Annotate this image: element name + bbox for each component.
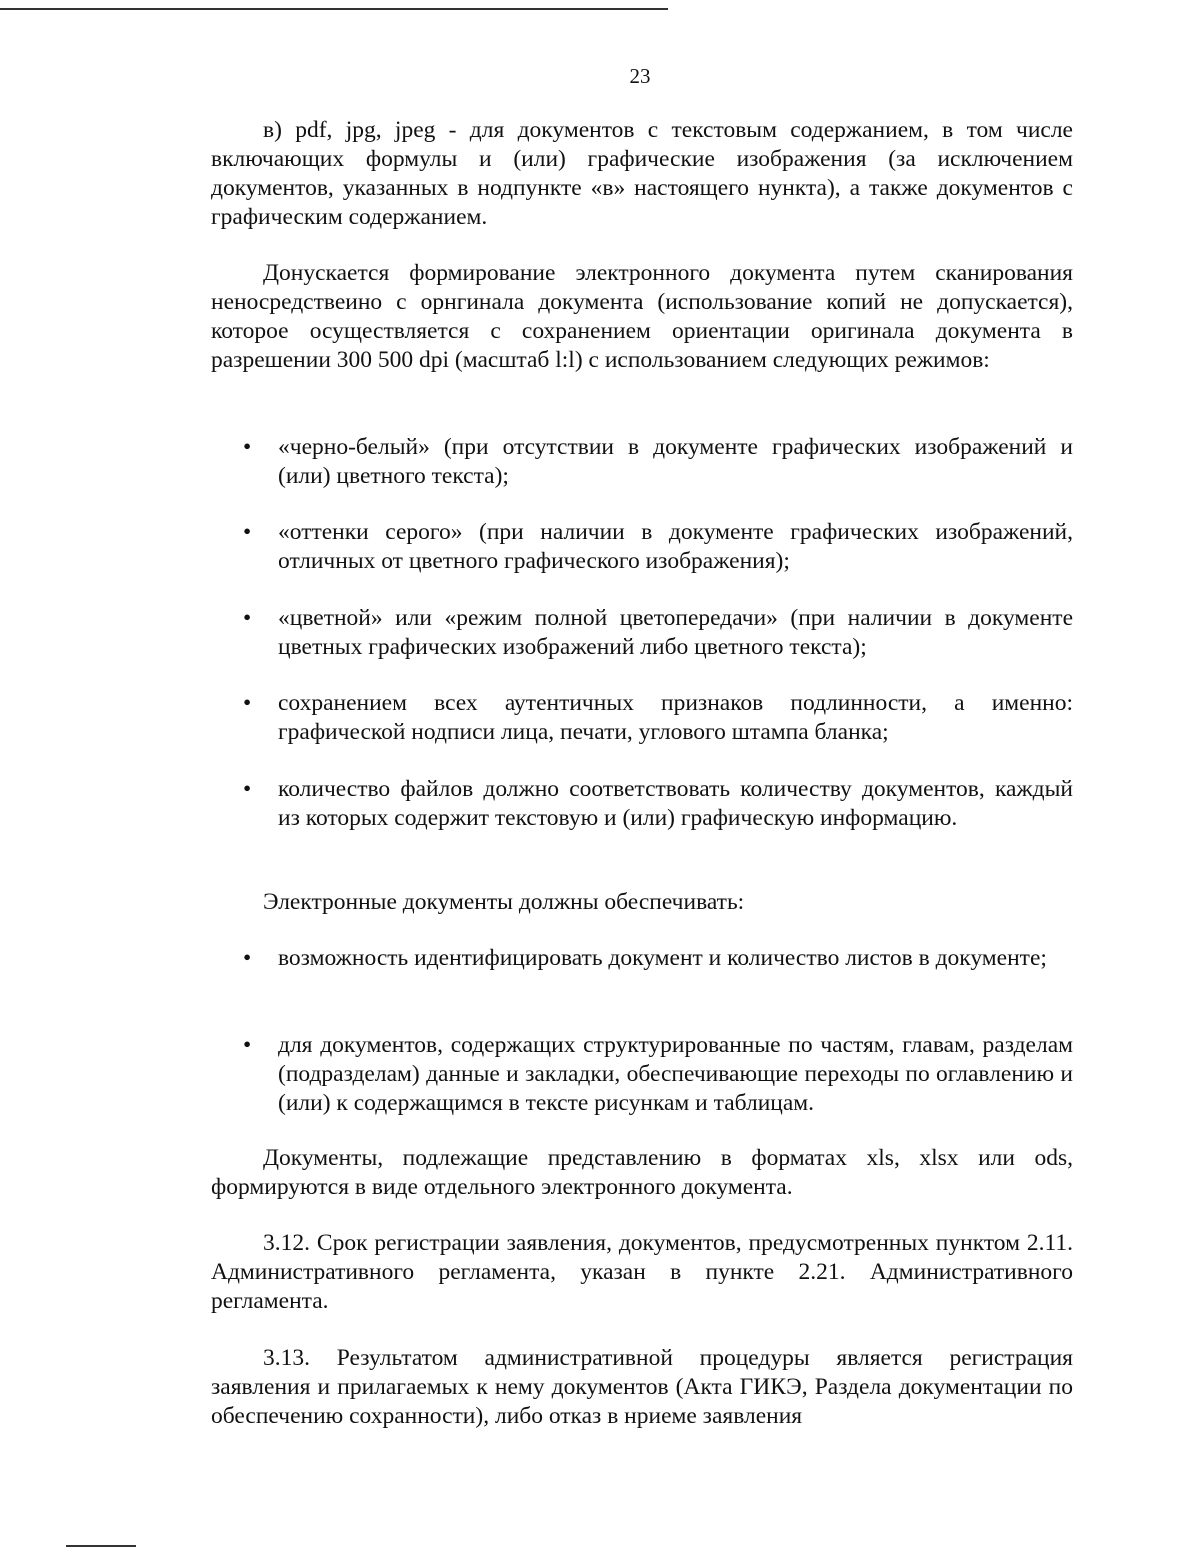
page-number: 23 (629, 64, 651, 88)
paragraph-3-12 (211, 1229, 1073, 1316)
bullet-icon: • (243, 690, 252, 716)
bullet-icon: • (243, 1032, 252, 1058)
list-item (211, 775, 1073, 833)
paragraph-3-13 (211, 1344, 1073, 1431)
list-item-text: «оттенки серого» (при наличии в документе графических изображений, отличных от цветного графического изображения); (278, 519, 1073, 574)
list-item (211, 1031, 1073, 1118)
paragraph-formats (211, 116, 1073, 232)
list-item-text: «цветной» или «режим полной цветопередачи» (при наличии в документе цветных графических изображений либо цветного текста); (278, 605, 1073, 660)
list-item (211, 604, 1073, 662)
list-item (211, 518, 1073, 576)
top-rule (0, 8, 668, 10)
list-item-text: для документов, содержащих структурированные по частям, главам, разделам (подразделам) данные и закладки, обеспечивающие переходы по оглавлению и (или) к содержащимся в тексте рисункам и таблицам. (278, 1032, 1073, 1116)
paragraph-spreadsheets (211, 1144, 1073, 1202)
bullet-icon: • (243, 434, 252, 460)
list-item (211, 944, 1073, 973)
list-item-text: «черно-белый» (при отсутствии в документе графических изображений и (или) цветного текста); (278, 434, 1073, 489)
bullet-icon: • (243, 776, 252, 802)
list-item-text: возможность идентифицировать документ и количество листов в документе; (278, 945, 1047, 971)
paragraph-3-12-text: 3.12. Срок регистрации заявления, документов, предусмотренных пунктом 2.11. Административного регламента, указан в пункте 2.21. Административного регламента. (211, 1230, 1073, 1314)
bottom-rule (66, 1545, 136, 1547)
paragraph-spreadsheets-text: Документы, подлежащие представлению в форматах xls, xlsx или ods, формируются в виде отдельного электронного документа. (211, 1145, 1073, 1200)
list-item (211, 689, 1073, 747)
paragraph-formats-text: в) pdf, jpg, jpeg - для документов с текстовым содержанием, в том числе включающих формулы и (или) графические изображения (за исключением документов, указанных в нодпункте «в» настоящего нункта), а также документов с графическим содержанием. (211, 117, 1073, 230)
bullet-icon: • (243, 519, 252, 545)
paragraph-requirements-intro-text: Электронные документы должны обеспечивать: (263, 889, 745, 915)
paragraph-3-13-text: 3.13. Результатом административной процедуры является регистрация заявления и прилагаемых к нему документов (Акта ГИКЭ, Раздела документации по обеспечению сохранности), либо отказ в нриеме заявления (211, 1345, 1073, 1429)
paragraph-scanning-text: Донускается формирование электронного документа путем сканирования неносредствеино с орнгинала документа (использование копий не допускается), которое осуществляется с сохранением ориентации оригинала документа в разрешении 300 500 dpi (масштаб l:l) с использованием следующих режимов: (211, 260, 1073, 373)
bullet-icon: • (243, 945, 252, 971)
list-item (211, 433, 1073, 491)
list-item-text: сохранением всех аутентичных признаков подлинности, а именно: графической нодписи лица, печати, углового штампа бланка; (278, 690, 1073, 745)
paragraph-requirements-intro (211, 888, 1073, 917)
paragraph-scanning (211, 259, 1073, 375)
bullet-icon: • (243, 605, 252, 631)
list-item-text: количество файлов должно соответствовать количеству документов, каждый из которых содержит текстовую и (или) графическую информацию. (278, 776, 1073, 831)
